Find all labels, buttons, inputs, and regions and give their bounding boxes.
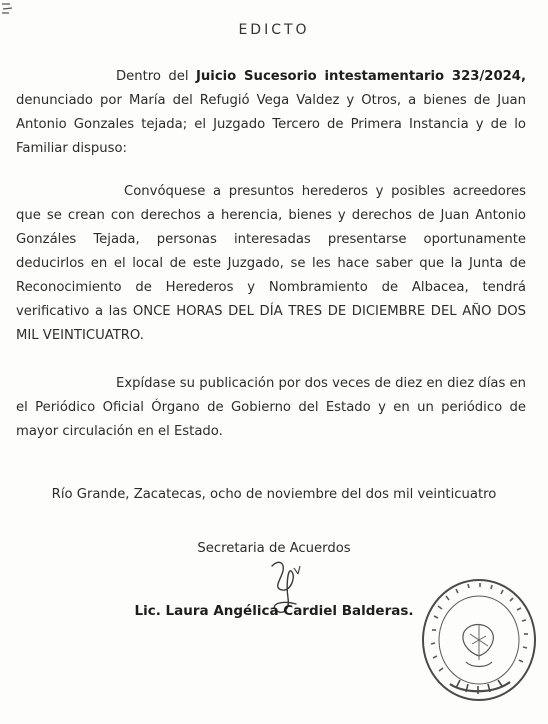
signer-title: Secretaria de Acuerdos [197,541,351,556]
document-title: EDICTO [238,22,310,38]
paragraph-case [16,65,526,161]
case-rest-text: denunciado por María del Refugió Vega Valdez y Otros, a bienes de Juan Antonio Gonzales tejada; el Juzgado Tercero de Primera Instancia y de lo Familiar dispuso: [16,93,526,156]
place-and-date: Río Grande, Zacatecas, ocho de noviembre del dos mil veinticuatro [51,487,497,502]
paragraph-convocation [16,180,526,348]
corner-scribble-mark [0,0,20,18]
case-lead-text: Dentro del [116,69,197,84]
signer-name: Lic. Laura Angélica Cardiel Balderas. [134,603,414,619]
convocation-text: Convóquese a presuntos herederos y posibles acreedores que se crean con derechos a herencia, bienes y derechos de Juan Antonio Gonzáles Tejada, personas interesadas presentarse oportunamente deducirlos en el local de este Juzgado, se les hace saber que la Junta de Reconocimiento de Herederos y Nombramiento de Albacea, tendrá verificativo a las ONCE HORAS DEL DÍA TRES DE DICIEMBRE DEL AÑO DOS MIL VEINTICUATRO. [16,184,526,343]
court-seal-stamp [420,576,538,706]
publication-text: Expídase su publicación por dos veces de diez en diez días en el Periódico Oficial Órgano de Gobierno del Estado y en un periódico de mayor circulación en el Estado. [16,376,526,439]
paragraph-publication [16,372,526,444]
case-number: Juicio Sucesorio intestamentario 323/2024, [196,69,526,84]
